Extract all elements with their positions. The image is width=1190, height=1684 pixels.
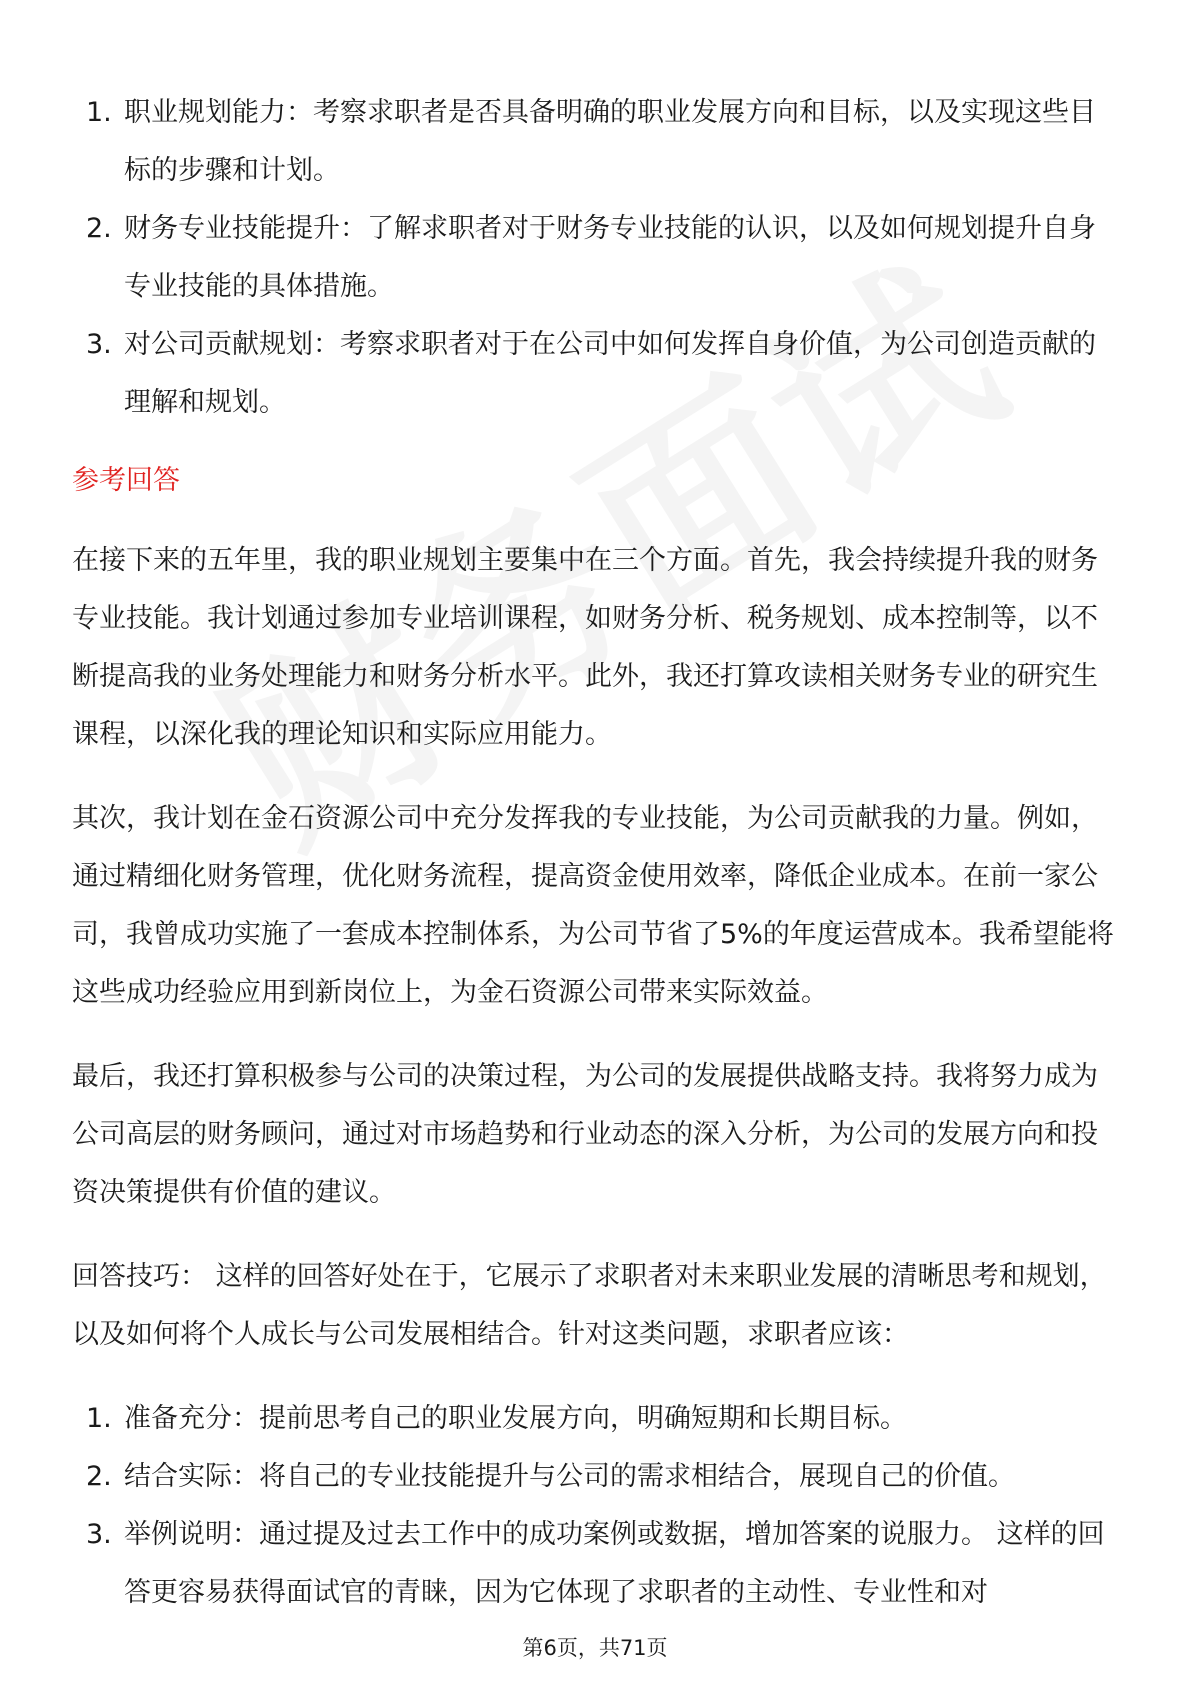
list-item-number: 2. — [86, 213, 112, 244]
page-number-footer: 第6页，共71页 — [522, 1636, 668, 1660]
tips-paragraph: 回答技巧： 这样的回答好处在于，它展示了求职者对未来职业发展的清晰思考和规划，以及如何将个人成长与公司发展相结合。针对这类问题，求职者应该： — [72, 1261, 1107, 1350]
answer-paragraph: 最后，我还打算积极参与公司的决策过程，为公司的发展提供战略支持。我将努力成为公司高层的财务顾问，通过对市场趋势和行业动态的深入分析，为公司的发展方向和投资决策提供有价值的建议。 — [72, 1061, 1098, 1208]
tips-list — [72, 1390, 1122, 1622]
list-item-number: 3. — [86, 329, 112, 360]
list-item-text: 结合实际：将自己的专业技能提升与公司的需求相结合，展现自己的价值。 — [124, 1461, 1015, 1492]
list-item-number: 1. — [86, 1403, 112, 1434]
list-item — [72, 84, 1122, 200]
list-item-text: 对公司贡献规划：考察求职者对于在公司中如何发挥自身价值，为公司创造贡献的理解和规划。 — [124, 329, 1096, 418]
list-item-text: 举例说明：通过提及过去工作中的成功案例或数据，增加答案的说服力。 这样的回答更容易获得面试官的青睐，因为它体现了求职者的主动性、专业性和对 — [124, 1519, 1105, 1608]
answer-paragraph: 其次，我计划在金石资源公司中充分发挥我的专业技能，为公司贡献我的力量。例如，通过精细化财务管理，优化财务流程，提高资金使用效率，降低企业成本。在前一家公司，我曾成功实施了一套成本控制体系，为公司节省了5%的年度运营成本。我希望能将这些成功经验应用到新岗位上，为金石资源公司带来实际效益。 — [72, 803, 1114, 1008]
evaluation-points-list — [72, 84, 1122, 432]
page-content — [72, 84, 1122, 1622]
list-item-number: 3. — [86, 1519, 112, 1550]
list-item — [72, 316, 1122, 432]
list-item — [72, 1506, 1122, 1622]
list-item — [72, 1448, 1122, 1506]
list-item — [72, 200, 1122, 316]
list-item-number: 2. — [86, 1461, 112, 1492]
list-item-text: 准备充分：提前思考自己的职业发展方向，明确短期和长期目标。 — [124, 1403, 907, 1434]
list-item-text: 职业规划能力：考察求职者是否具备明确的职业发展方向和目标，以及实现这些目标的步骤和计划。 — [124, 97, 1096, 186]
list-item-text: 财务专业技能提升：了解求职者对于财务专业技能的认识，以及如何规划提升自身专业技能的具体措施。 — [124, 213, 1096, 302]
list-item-number: 1. — [86, 97, 112, 128]
section-heading: 参考回答 — [72, 465, 180, 496]
answer-paragraph: 在接下来的五年里，我的职业规划主要集中在三个方面。首先，我会持续提升我的财务专业技能。我计划通过参加专业培训课程，如财务分析、税务规划、成本控制等，以不断提高我的业务处理能力和财务分析水平。此外，我还打算攻读相关财务专业的研究生课程，以深化我的理论知识和实际应用能力。 — [72, 545, 1098, 750]
list-item — [72, 1390, 1122, 1448]
